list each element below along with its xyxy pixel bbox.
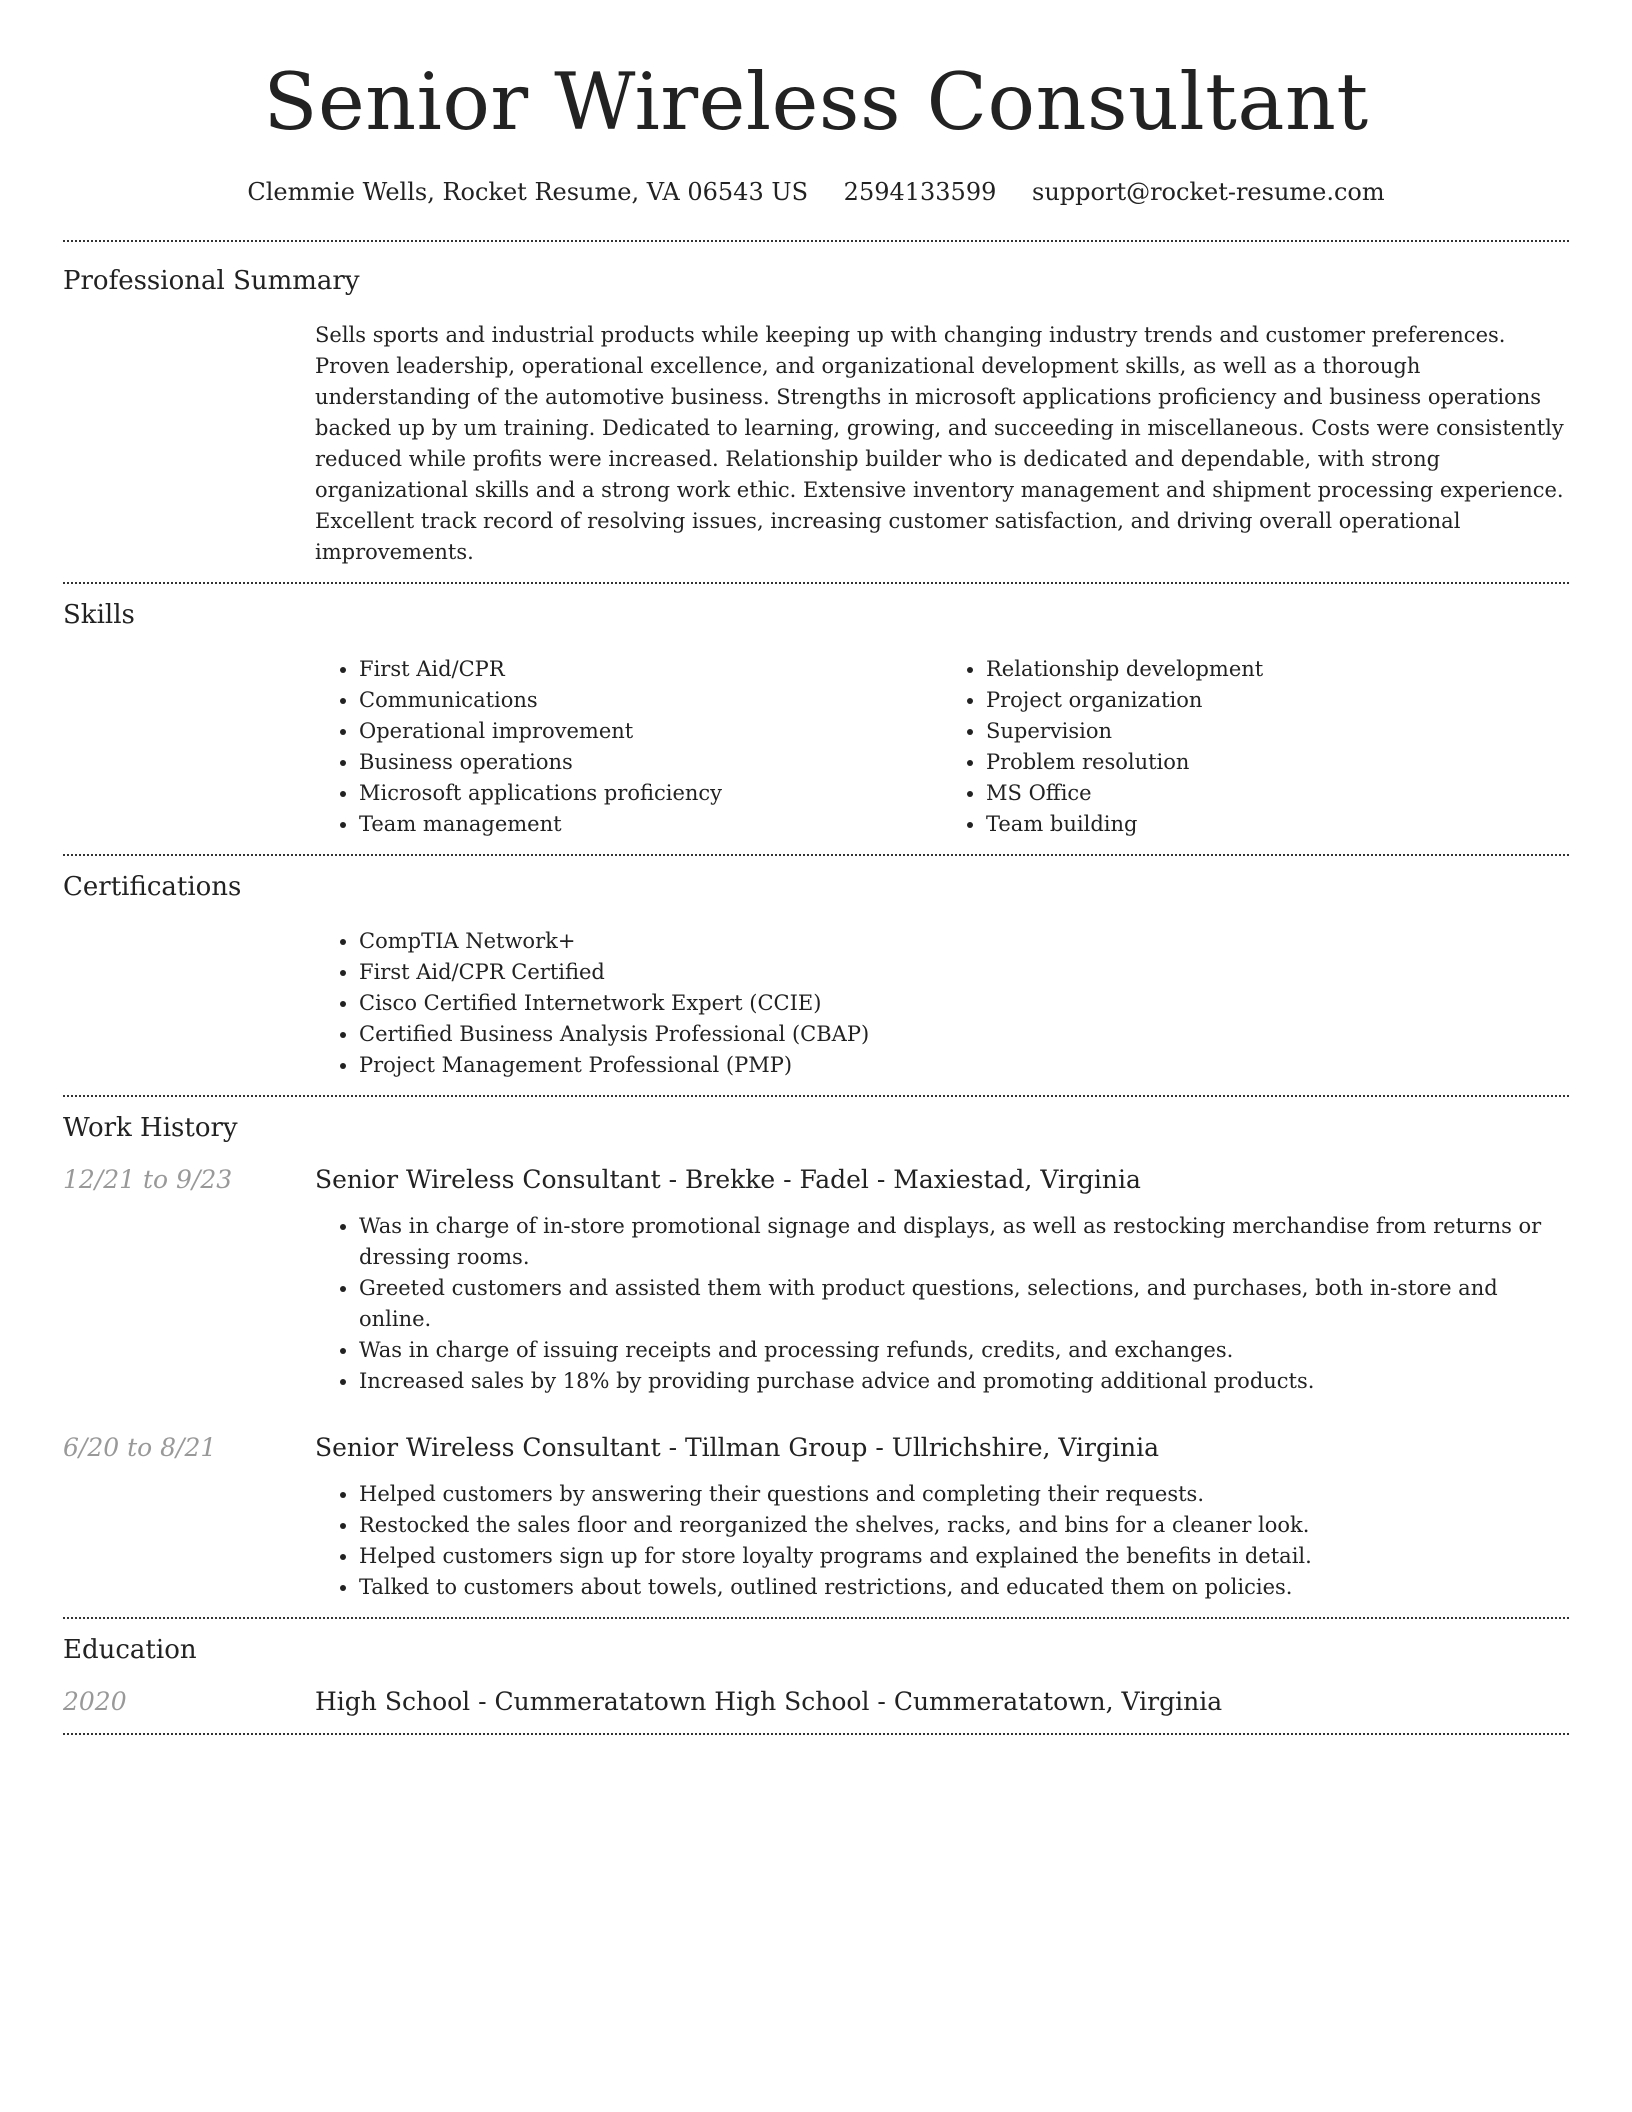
certifications-list <box>315 926 1569 1081</box>
contact-email: support@rocket-resume.com <box>1032 178 1385 206</box>
contact-line <box>63 176 1569 208</box>
skills-list-left <box>315 654 942 840</box>
certification-item: • Certified Business Analysis Professional (CBAP) <box>359 1019 1569 1050</box>
skill-item: • Microsoft applications proficiency <box>359 778 942 809</box>
job-bullet: • Talked to customers about towels, outlined restrictions, and educated them on policies. <box>359 1572 1569 1603</box>
skill-item: • Communications <box>359 685 942 716</box>
summary-heading: Professional Summary <box>63 266 360 296</box>
skill-item: • MS Office <box>986 778 1569 809</box>
certifications-heading: Certifications <box>63 872 242 902</box>
skill-item: • Business operations <box>359 747 942 778</box>
skill-item: • Project organization <box>986 685 1569 716</box>
job-dates: 6/20 to 8/21 <box>63 1433 217 1462</box>
work-history-heading: Work History <box>63 1113 238 1143</box>
education-section <box>63 1619 1569 1733</box>
education-heading: Education <box>63 1635 197 1665</box>
spacer <box>63 1719 1569 1733</box>
education-entry <box>63 1685 1569 1719</box>
job-bullet: • Helped customers by answering their questions and completing their requests. <box>359 1479 1569 1510</box>
skill-item: • Relationship development <box>986 654 1569 685</box>
work-history-section <box>63 1097 1569 1617</box>
certifications-section <box>63 856 1569 1081</box>
summary-text: Sells sports and industrial products while keeping up with changing industry trends and customer preferences. Proven leadership, operational excellence, and organizational development skills, as well as a thorough understanding of the automotive business. Strengths in microsoft applications proficiency and business operations backed up by um training. Dedicated to learning, growing, and succeeding in miscellaneous. Costs were consistently reduced while profits were increased. Relationship builder who is dedicated and dependable, with strong organizational skills and a strong work ethic. Extensive inventory management and shipment processing experience. Excellent track record of resolving issues, increasing customer satisfaction, and driving overall operational improvements. <box>315 323 1564 564</box>
job-bullets <box>315 1479 1569 1603</box>
spacer <box>63 1603 1569 1617</box>
job-dates: 12/21 to 9/23 <box>63 1165 233 1194</box>
certification-item: • Cisco Certified Internetwork Expert (CCIE) <box>359 988 1569 1019</box>
job-bullet: • Was in charge of in-store promotional signage and displays, as well as restocking merchandise from returns or dressing rooms. <box>359 1211 1569 1273</box>
contact-address: Clemmie Wells, Rocket Resume, VA 06543 US <box>247 178 809 206</box>
certification-item: • First Aid/CPR Certified <box>359 957 1569 988</box>
skill-item: • First Aid/CPR <box>359 654 942 685</box>
certification-item: • Project Management Professional (PMP) <box>359 1050 1569 1081</box>
job-bullet: • Was in charge of issuing receipts and processing refunds, credits, and exchanges. <box>359 1335 1569 1366</box>
job-bullet: • Helped customers sign up for store loyalty programs and explained the benefits in detail. <box>359 1541 1569 1572</box>
skill-item: • Supervision <box>986 716 1569 747</box>
skills-grid <box>315 654 1569 840</box>
certification-item: • CompTIA Network+ <box>359 926 1569 957</box>
job-bullets <box>315 1211 1569 1397</box>
education-title: High School - Cummeratatown High School - Cummeratatown, Virginia <box>315 1687 1223 1716</box>
job-bullet: • Increased sales by 18% by providing purchase advice and promoting additional products. <box>359 1366 1569 1397</box>
job-entry <box>63 1431 1569 1465</box>
contact-phone: 2594133599 <box>843 178 997 206</box>
job-title: Senior Wireless Consultant - Tillman Group - Ullrichshire, Virginia <box>315 1433 1159 1462</box>
job-title: Senior Wireless Consultant - Brekke - Fadel - Maxiestad, Virginia <box>315 1165 1141 1194</box>
education-date: 2020 <box>63 1687 127 1716</box>
skill-item: • Problem resolution <box>986 747 1569 778</box>
skills-heading: Skills <box>63 600 135 630</box>
job-entry <box>63 1163 1569 1197</box>
divider <box>63 1733 1569 1735</box>
summary-section <box>63 242 1569 568</box>
skills-list-right <box>942 654 1569 840</box>
job-bullet: • Restocked the sales floor and reorganized the shelves, racks, and bins for a cleaner look. <box>359 1510 1569 1541</box>
skill-item: • Operational improvement <box>359 716 942 747</box>
job-bullet: • Greeted customers and assisted them with product questions, selections, and purchases, both in-store and online. <box>359 1273 1569 1335</box>
resume-header <box>63 0 1569 208</box>
skill-item: • Team management <box>359 809 942 840</box>
skills-section <box>63 584 1569 840</box>
resume-title: Senior Wireless Consultant <box>263 56 1369 148</box>
skill-item: • Team building <box>986 809 1569 840</box>
